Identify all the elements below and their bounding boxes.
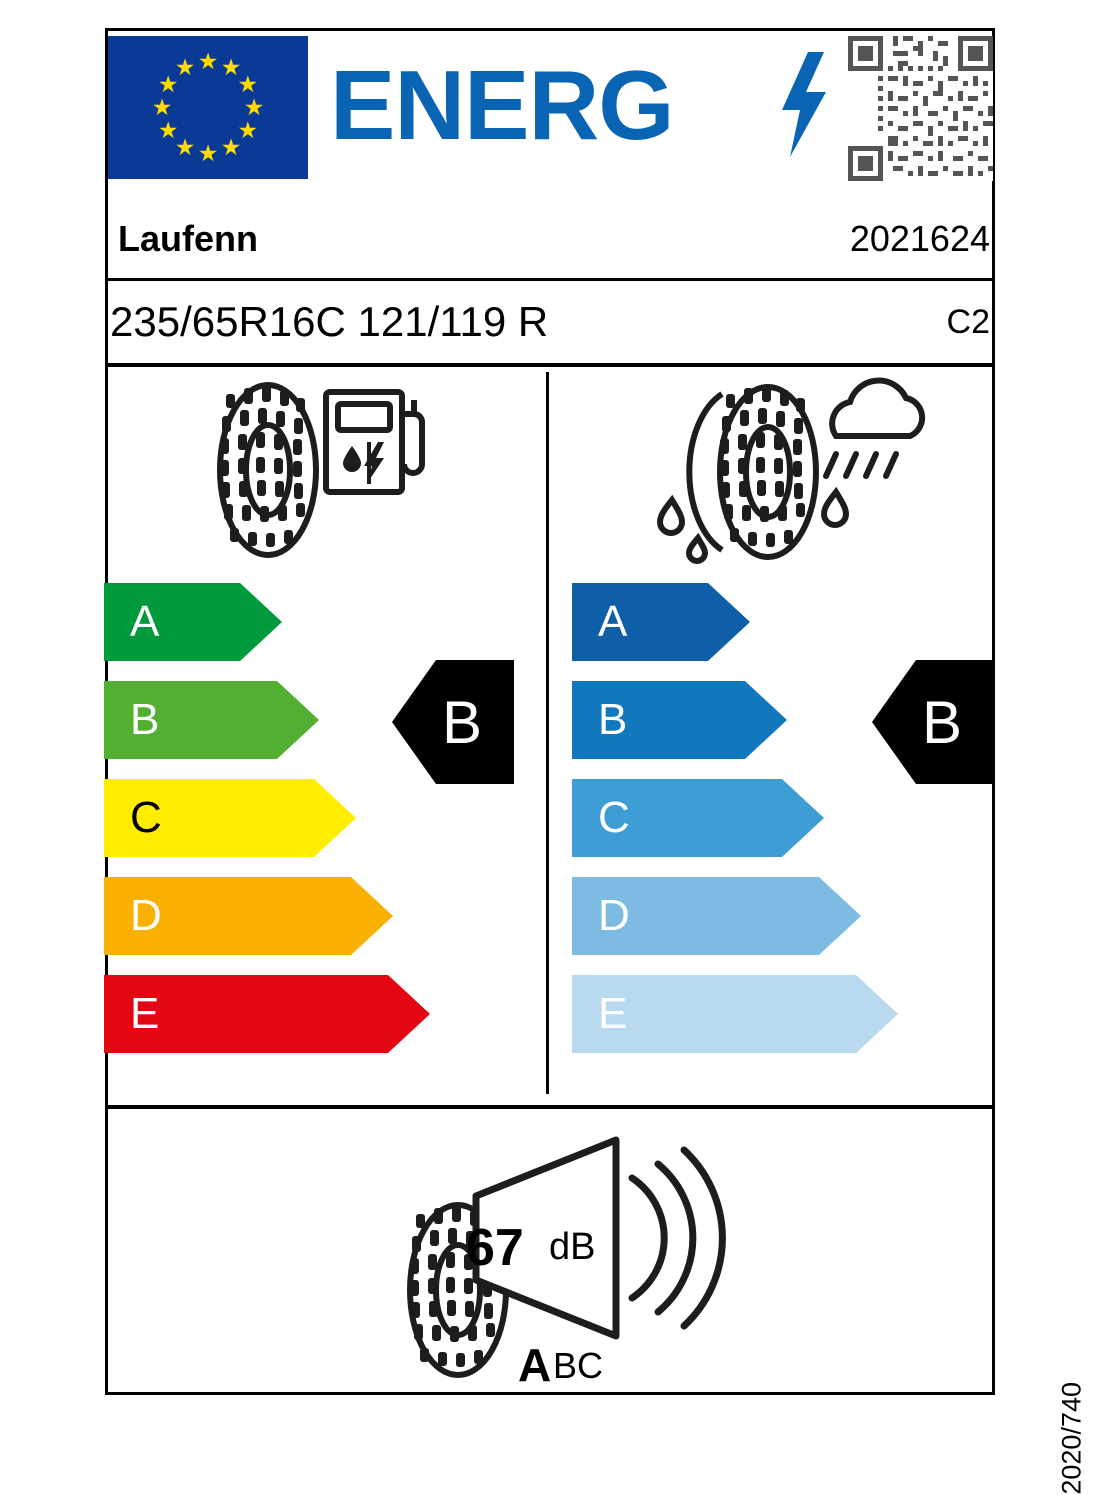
wet-grip-scale (572, 583, 898, 1073)
fuel-efficiency-grade-b (104, 681, 319, 759)
wet-grip-result-letter: B (921, 688, 963, 756)
tire-size: 235/65R16C 121/119 R (110, 298, 549, 345)
eu-star-icon: ★ (220, 133, 242, 160)
noise-class: A (518, 1339, 552, 1391)
eu-star-icon: ★ (197, 140, 219, 166)
eu-star-icon: ★ (151, 94, 173, 120)
fuel-efficiency-grade-c (104, 779, 356, 857)
model-code: 2021624 (849, 218, 990, 259)
fuel-efficiency-grade-letter: A (130, 597, 160, 646)
fuel-efficiency-grade-d (104, 877, 393, 955)
tire-class: C2 (946, 303, 990, 341)
eu-star-icon: ★ (237, 71, 259, 97)
fuel-efficiency-grade-letter: B (130, 695, 160, 744)
noise-value: 67 (466, 1219, 524, 1277)
fuel-efficiency-scale (104, 583, 430, 1073)
noise-class-rest: BC (553, 1345, 604, 1386)
wet-grip-grade-letter: B (598, 695, 628, 744)
wet-grip-grade-e (572, 975, 898, 1053)
center-divider (546, 372, 549, 1094)
wet-grip-grade-letter: D (598, 891, 630, 940)
eu-flag-icon (108, 36, 308, 179)
fuel-efficiency-grade-a (104, 583, 282, 661)
eu-star-icon: ★ (243, 94, 265, 120)
noise-unit: dB (549, 1226, 596, 1268)
fuel-efficiency-grade-letter: C (130, 793, 162, 842)
wet-grip-grade-d (572, 877, 861, 955)
wet-grip-grade-b (572, 681, 787, 759)
eu-star-icon: ★ (174, 54, 196, 81)
tire-fuel-pump-icon (200, 380, 440, 560)
wet-grip-result (872, 660, 994, 784)
lightning-bolt-icon (778, 52, 828, 157)
divider-2 (106, 363, 994, 367)
qr-code-icon (848, 36, 993, 181)
eu-star-icon: ★ (174, 133, 196, 160)
fuel-efficiency-grade-letter: D (130, 891, 162, 940)
eu-star-icon: ★ (197, 48, 219, 74)
fuel-efficiency-result (392, 660, 514, 784)
divider-1 (106, 278, 994, 281)
wet-grip-grade-letter: A (598, 597, 628, 646)
fuel-efficiency-grade-letter: E (130, 989, 160, 1038)
eu-star-icon: ★ (220, 54, 242, 81)
wet-grip-grade-a (572, 583, 750, 661)
brand-name: Laufenn (118, 218, 258, 259)
page-title: ENERG (330, 50, 674, 160)
wet-grip-grade-letter: C (598, 793, 630, 842)
eu-star-icon: ★ (157, 71, 179, 97)
wet-grip-grade-letter: E (598, 989, 628, 1038)
eu-star-icon: ★ (157, 117, 179, 143)
tire-rain-cloud-icon (650, 380, 930, 560)
eu-star-icon: ★ (237, 117, 259, 143)
wet-grip-grade-c (572, 779, 824, 857)
regulation-reference: 2020/740 (1057, 1382, 1087, 1495)
fuel-efficiency-result-letter: B (441, 688, 483, 756)
fuel-efficiency-grade-e (104, 975, 430, 1053)
divider-3 (106, 1105, 994, 1109)
